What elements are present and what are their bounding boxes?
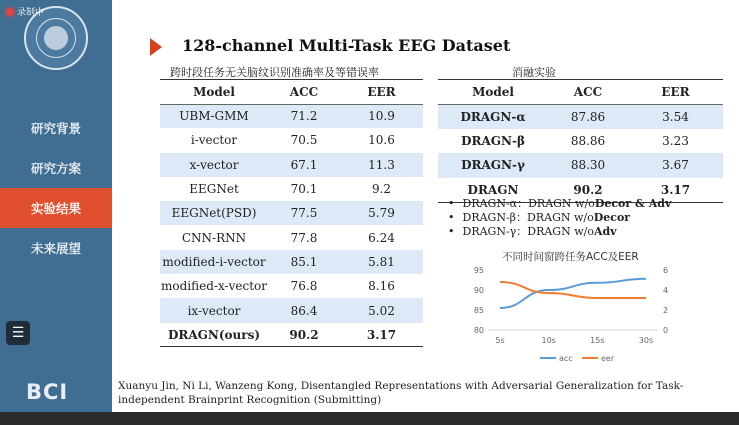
series-line-acc [500, 279, 646, 308]
table-row [160, 104, 423, 128]
note-item: • DRAGN-γ：DRAGN w/o Adv [448, 224, 617, 238]
ablation-table-caption: 消融实验 [512, 66, 556, 79]
chevron-right-icon [150, 38, 162, 56]
eer-cell: 3.23 [662, 133, 689, 148]
eer-cell: 8.16 [368, 279, 395, 294]
x-tick-label: 30s [638, 336, 654, 345]
table-row [160, 323, 423, 347]
legend-label-acc: acc [559, 354, 573, 363]
main-results-table [160, 80, 423, 347]
note-item: • DRAGN-α：DRAGN w/o Decor & Adv [448, 196, 672, 210]
citation: Xuanyu Jin, Ni Li, Wanzeng Kong, Disentangled Representations with Adversarial Generalization for Task-independent Brainprint Recognition (Submitting) [118, 380, 684, 406]
model-cell: UBM-GMM [160, 104, 268, 128]
chart-plot [460, 248, 690, 368]
eer-cell: 3.17 [628, 178, 723, 203]
eer-cell: 3.17 [340, 323, 423, 347]
model-cell: modified-i-vector [160, 250, 268, 274]
eer-cell: 11.3 [340, 153, 423, 177]
y-right-tick-label: 4 [663, 286, 669, 295]
acc-cell: 77.8 [290, 230, 318, 245]
acc-cell: 88.86 [570, 133, 606, 148]
note-item: • DRAGN-β：DRAGN w/o Decor [448, 210, 631, 224]
table-row [160, 177, 423, 201]
y-right-tick-label: 2 [663, 306, 669, 315]
model-cell: DRAGN-γ [438, 153, 548, 178]
x-tick-label: 5s [495, 336, 505, 345]
nav-item-results[interactable]: 实验结果 [0, 188, 112, 228]
menu-icon: ☰ [11, 325, 25, 341]
column-header: Model [160, 80, 268, 104]
eer-cell: 3.54 [628, 104, 723, 129]
bullet-icon: • [448, 224, 455, 238]
model-cell: modified-x-vector [161, 279, 267, 294]
y-left-tick-label: 80 [473, 326, 484, 335]
acc-cell: 87.86 [548, 104, 628, 129]
y-right-tick-label: 0 [663, 326, 669, 335]
menu-button[interactable] [6, 321, 30, 345]
slide-title: 128-channel Multi-Task EEG Dataset [182, 36, 511, 55]
acc-cell: 67.1 [268, 153, 340, 177]
column-header: ACC [548, 80, 628, 104]
model-cell: DRAGN-α [438, 104, 548, 129]
acc-cell: 85.1 [268, 250, 340, 274]
eer-cell: 5.02 [340, 298, 423, 322]
bottom-bar [0, 412, 739, 425]
recording-indicator [6, 5, 44, 18]
eer-cell: 6.24 [368, 230, 395, 245]
model-cell: DRAGN [438, 178, 548, 203]
bullet-icon: • [448, 196, 455, 210]
model-cell: ix-vector [160, 298, 268, 322]
eer-cell: 9.2 [371, 182, 392, 197]
main-table-caption: 跨时段任务无关脑纹识别准确率及等错误率 [170, 66, 379, 79]
nav-item-background[interactable]: 研究背景 [31, 121, 82, 136]
table-row [438, 104, 723, 129]
eer-cell: 3.67 [628, 153, 723, 178]
acc-cell: 88.30 [548, 153, 628, 178]
y-left-tick-label: 95 [473, 266, 484, 275]
nav-item-outlook[interactable]: 未来展望 [31, 241, 82, 256]
table-row [160, 225, 423, 249]
model-cell: CNN-RNN [181, 230, 247, 245]
y-left-tick-label: 85 [473, 306, 484, 315]
acc-cell: 90.2 [548, 178, 628, 203]
eer-cell: 10.9 [340, 104, 423, 128]
table-row [160, 201, 423, 225]
acc-cell: 70.1 [290, 182, 318, 197]
acc-cell: 76.8 [290, 279, 318, 294]
bullet-icon: • [448, 210, 455, 224]
x-tick-label: 10s [541, 336, 556, 345]
table-row [438, 129, 723, 154]
model-cell: DRAGN-β [461, 133, 525, 148]
x-tick-label: 15s [590, 336, 605, 345]
model-cell: EEGNet(PSD) [160, 201, 268, 225]
acc-cell: 77.5 [268, 201, 340, 225]
record-dot-icon [6, 8, 14, 16]
chart-title: 不同时间窗跨任务ACC及EER [502, 251, 639, 263]
model-cell: i-vector [190, 133, 238, 148]
acc-cell: 86.4 [268, 298, 340, 322]
eer-cell: 5.79 [340, 201, 423, 225]
table-row [160, 274, 423, 298]
y-left-tick-label: 90 [473, 286, 484, 295]
column-header: EER [628, 80, 723, 104]
acc-cell: 90.2 [268, 323, 340, 347]
nav-item-approach[interactable]: 研究方案 [31, 161, 82, 176]
model-cell: DRAGN(ours) [160, 323, 268, 347]
time-window-chart [460, 248, 690, 368]
column-header: Model [438, 80, 548, 104]
slide [112, 0, 739, 412]
table-row [160, 298, 423, 322]
legend-label-eer: eer [601, 354, 615, 363]
ablation-table [438, 80, 723, 203]
table-row [160, 128, 423, 152]
table-row [160, 153, 423, 177]
recording-label: 录制中 [17, 8, 45, 18]
acc-cell: 71.2 [268, 104, 340, 128]
y-right-tick-label: 6 [663, 266, 669, 275]
sidebar-nav [0, 108, 112, 268]
sidebar [0, 0, 112, 412]
table-row [160, 250, 423, 274]
eer-cell: 10.6 [368, 133, 395, 148]
eer-cell: 5.81 [340, 250, 423, 274]
column-header: EER [340, 80, 423, 104]
acc-cell: 70.5 [290, 133, 318, 148]
brand-logo: BCI [26, 380, 69, 404]
table-row [438, 153, 723, 178]
model-cell: EEGNet [189, 182, 239, 197]
column-header: ACC [268, 80, 340, 104]
ablation-notes [448, 196, 671, 238]
series-line-eer [500, 282, 646, 298]
model-cell: x-vector [160, 153, 268, 177]
